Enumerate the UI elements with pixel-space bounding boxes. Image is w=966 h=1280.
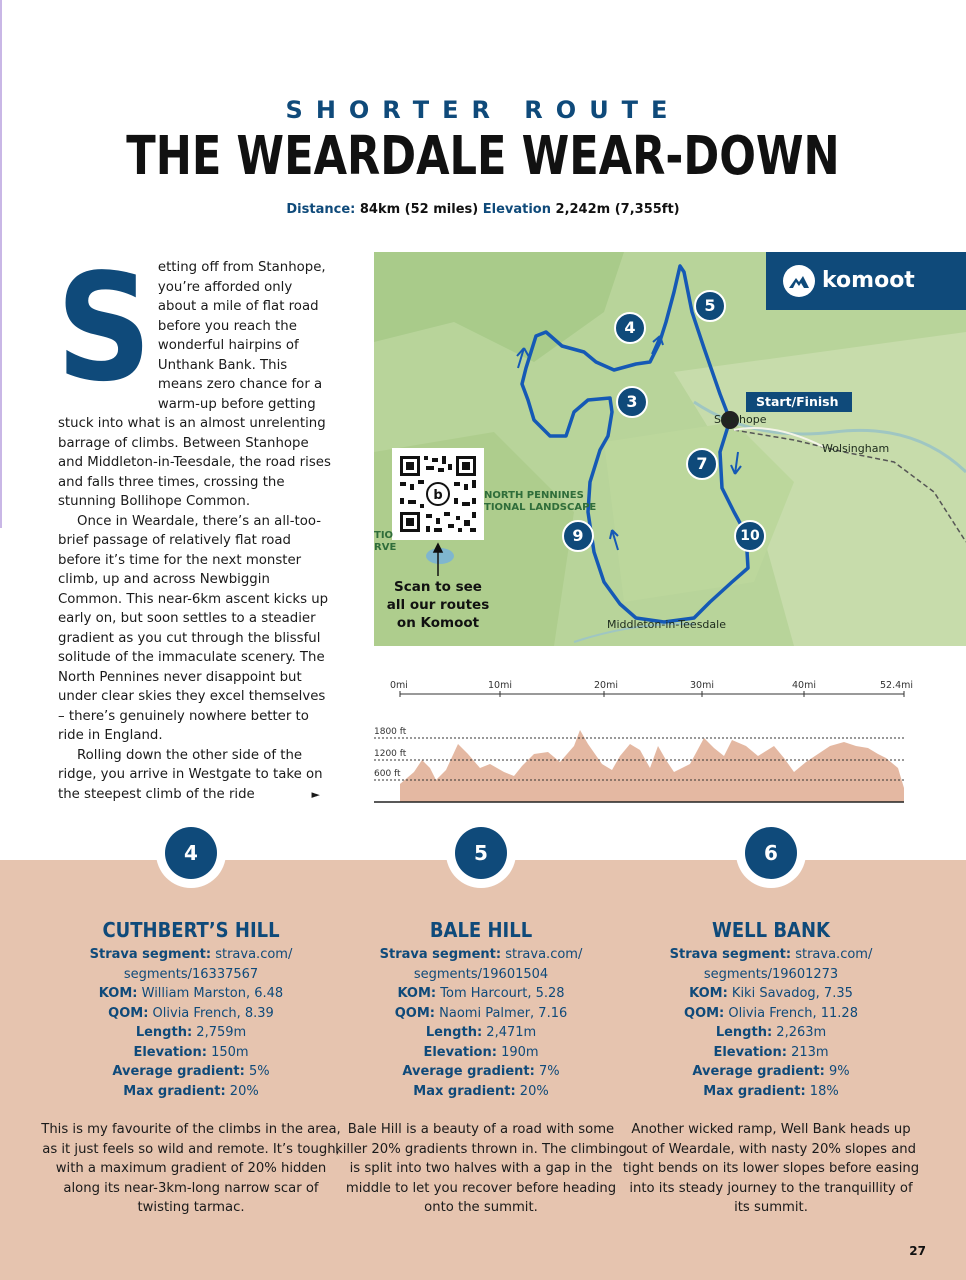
qr-code[interactable] xyxy=(392,448,484,540)
climb-name: CUTHBERT’S HILL xyxy=(102,918,280,942)
article-body xyxy=(56,242,332,804)
climb-number-badge: 5 xyxy=(446,818,516,888)
article-paragraph-2: Once in Weardale, there’s an all-too-brief passage of relatively flat road before it’s time for the next monster climb, up and across Newbiggin Common. This near-6km ascent kicks up early on, but soon settles to a steadier gradient as you cut through the blissful solitude of the immaculate scenery. The North Pennines never disappoint but under clear skies they excel themselves – there’s genuinely nowhere better to ride in England. xyxy=(58,513,329,743)
waypoint-9: 9 xyxy=(562,520,594,552)
map-label-stanhope: Stanhope xyxy=(714,413,767,426)
elevation-value: 2,242m (7,355ft) xyxy=(555,202,680,217)
route-map xyxy=(374,252,966,646)
climb-number-badge: 4 xyxy=(156,818,226,888)
profile-tick-40: 40mi xyxy=(792,680,816,691)
elevation-profile xyxy=(374,676,914,806)
map-label-middleton: Middleton-in-Teesdale xyxy=(607,618,726,631)
komoot-banner xyxy=(766,252,966,310)
page-title: THE WEARDALE WEAR-DOWN xyxy=(126,124,840,188)
qr-code-icon xyxy=(392,448,484,540)
map-label-np-line2: TIONAL LANDSCAPE xyxy=(484,502,597,513)
climb-name: BALE HILL xyxy=(429,918,533,942)
waypoint-3: 3 xyxy=(616,386,648,418)
climb-specs: Strava segment: strava.com/ segments/16337567 KOM: William Marston, 6.48 QOM: Olivia French, 8.39 Length: 2,759m Elevation: 150m Average gradient: 5% Max gradient: 20% xyxy=(89,947,293,1099)
climb-number-badge: 6 xyxy=(736,818,806,888)
continue-arrow-icon: ► xyxy=(311,787,320,801)
climb-description: Bale Hill is a beauty of a road with some killer 20% gradients thrown in. The climbing is split into two halves with a gap in the middle to let you recover before heading onto the summit. xyxy=(335,1122,627,1215)
climb-specs: Strava segment: strava.com/ segments/19601504 KOM: Tom Harcourt, 5.28 QOM: Naomi Palmer, 7.16 Length: 2,471m Elevation: 190m Average gradient: 7% Max gradient: 20% xyxy=(379,947,583,1099)
map-label-np-line1: NORTH PENNINES xyxy=(484,490,584,501)
distance-label: Distance: xyxy=(286,202,356,217)
waypoint-10: 10 xyxy=(734,520,766,552)
waypoint-5: 5 xyxy=(694,290,726,322)
profile-tick-10: 10mi xyxy=(488,680,512,691)
komoot-wordmark: komoot xyxy=(822,268,915,293)
start-finish-label: Start/Finish xyxy=(746,392,852,412)
map-label-edge-line1: TIO xyxy=(374,530,394,541)
climb-description: Another wicked ramp, Well Bank heads up out of Weardale, with nasty 20% slopes and tight bends on its lower slopes before easing into its steady journey to the tranquillity of its summit. xyxy=(622,1122,920,1215)
climb-specs: Strava segment: strava.com/ segments/19601273 KOM: Kiki Savadog, 7.35 QOM: Olivia French, 11.28 Length: 2,263m Elevation: 213m Average gradient: 9% Max gradient: 18% xyxy=(669,947,873,1099)
map-label-edge-line2: RVE xyxy=(374,542,397,553)
profile-tick-30: 30mi xyxy=(690,680,714,691)
page-number: 27 xyxy=(909,1244,926,1258)
komoot-logo-icon xyxy=(782,264,816,298)
route-stats xyxy=(0,202,966,217)
climb-description: This is my favourite of the climbs in the area, as it just feels so wild and remote. It’s tough, with a maximum gradient of 20% hidden along its near-3km-long narrow scar of twisting tarmac. xyxy=(41,1122,341,1215)
svg-text:b: b xyxy=(433,488,443,503)
article-paragraph-3: Rolling down the other side of the ridge, you arrive in Westgate to take on the steepest climb of the ride xyxy=(58,747,323,802)
profile-label-600: 600 ft xyxy=(374,769,401,779)
profile-tick-20: 20mi xyxy=(594,680,618,691)
climbs-panel xyxy=(0,841,966,1280)
profile-chart xyxy=(374,676,914,806)
profile-label-1200: 1200 ft xyxy=(374,749,407,759)
section-kicker: SHORTER ROUTE xyxy=(285,96,681,124)
arrow-up-icon xyxy=(432,542,444,578)
climb-name: WELL BANK xyxy=(712,918,830,942)
waypoint-7: 7 xyxy=(686,448,718,480)
elevation-label: Elevation xyxy=(482,202,551,217)
waypoint-4: 4 xyxy=(614,312,646,344)
profile-tick-0: 0mi xyxy=(390,680,408,691)
distance-value: 84km (52 miles) xyxy=(359,202,479,217)
profile-tick-52: 52.4mi xyxy=(880,680,914,691)
profile-label-1800: 1800 ft xyxy=(374,727,407,737)
map-label-wolsingham: Wolsingham xyxy=(822,442,890,455)
article-paragraph-1: etting off from Stanhope, you’re afforded only about a mile of flat road before you reach the wonderful hairpins of Unthank Bank. This means zero chance for a warm-up before getting stuck into what is an almost unrelenting barrage of climbs. Between Stanhope and Middleton-in-Teesdale, the road rises and falls three times, crossing the stunning Bollihope Common. xyxy=(58,260,331,509)
scan-instruction: Scan to see all our routes on Komoot xyxy=(386,579,490,631)
drop-cap: S xyxy=(56,242,152,414)
page-edge-line xyxy=(0,0,2,528)
